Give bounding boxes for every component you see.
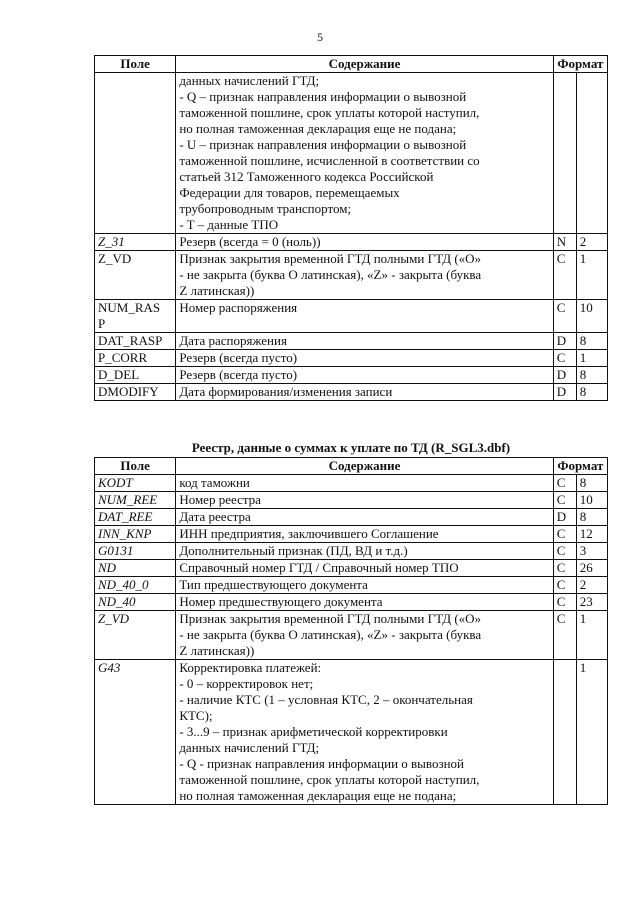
text-line: Номер предшествующего документа <box>179 594 383 609</box>
length-cell: 8 <box>576 475 607 492</box>
table-row <box>95 251 608 300</box>
type-cell: C <box>553 577 576 594</box>
content-cell <box>176 492 553 509</box>
type-cell: C <box>553 492 576 509</box>
text-line: данных начислений ГТД; <box>179 740 320 755</box>
table-row <box>95 526 608 543</box>
text-line: трубопроводным транспортом; <box>179 201 352 216</box>
registry-fields-table <box>94 457 608 805</box>
length-cell: 3 <box>576 543 607 560</box>
content-cell <box>176 251 553 300</box>
type-cell: C <box>553 594 576 611</box>
table-row <box>95 350 608 367</box>
text-line: P <box>98 316 106 331</box>
text-line: КТС); <box>179 708 213 723</box>
text-line: - не закрыта (буква O латинская), «Z» - закрыта (буква <box>179 627 482 642</box>
text-line: - Q - признак направления информации о вывозной <box>179 756 464 771</box>
table-row <box>95 509 608 526</box>
text-line: Справочный номер ГТД / Справочный номер ТПО <box>179 560 459 575</box>
type-cell: C <box>553 251 576 300</box>
text-line: Номер реестра <box>179 492 261 507</box>
type-cell: N <box>553 234 576 251</box>
page-number: 5 <box>317 30 323 44</box>
type-cell: C <box>553 560 576 577</box>
length-cell: 26 <box>576 560 607 577</box>
content-cell <box>176 73 553 234</box>
text-line: данных начислений ГТД; <box>179 73 320 88</box>
length-cell: 1 <box>576 611 607 660</box>
content-cell <box>176 560 553 577</box>
text-line: таможенной пошлине, срок уплаты которой наступил, <box>179 105 480 120</box>
table-row <box>95 543 608 560</box>
field-cell: ND_40_0 <box>95 577 176 594</box>
field-cell: ND <box>95 560 176 577</box>
content-cell <box>176 577 553 594</box>
content-cell <box>176 475 553 492</box>
fields-table-continued <box>94 55 608 401</box>
content-cell <box>176 611 553 660</box>
text-line: таможенной пошлине, исчисленной в соответствии со <box>179 153 480 168</box>
header-field: Поле <box>95 56 176 73</box>
text-line: Z латинская)) <box>179 283 255 298</box>
field-cell: DMODIFY <box>95 384 176 401</box>
length-cell: 2 <box>576 234 607 251</box>
text-line: Резерв (всегда = 0 (ноль)) <box>179 234 321 249</box>
length-cell: 10 <box>576 492 607 509</box>
content-cell <box>176 509 553 526</box>
type-cell: C <box>553 543 576 560</box>
text-line: Дата реестра <box>179 509 251 524</box>
field-cell: INN_KNP <box>95 526 176 543</box>
text-line: NUM_RAS <box>98 300 161 315</box>
table-header-row <box>95 56 608 73</box>
type-cell <box>553 660 576 805</box>
length-cell: 8 <box>576 367 607 384</box>
text-line: Признак закрытия временной ГТД полными ГТД («O» <box>179 611 482 626</box>
content-cell <box>176 234 553 251</box>
field-cell: G0131 <box>95 543 176 560</box>
type-cell: D <box>553 384 576 401</box>
length-cell: 10 <box>576 300 607 333</box>
length-cell: 23 <box>576 594 607 611</box>
type-cell: C <box>553 611 576 660</box>
field-cell <box>95 73 176 234</box>
text-line: Федерации для товаров, перемещаемых <box>179 185 400 200</box>
field-cell: DAT_RASP <box>95 333 176 350</box>
length-cell: 1 <box>576 251 607 300</box>
type-cell <box>553 73 576 234</box>
table-row <box>95 300 608 333</box>
table-header-row <box>95 458 608 475</box>
text-line: но полная таможенная декларация еще не подана; <box>179 121 457 136</box>
text-line: - U – признак направления информации о вывозной <box>179 137 467 152</box>
text-line: таможенной пошлине, срок уплаты которой наступил, <box>179 772 480 787</box>
content-cell <box>176 333 553 350</box>
type-cell: C <box>553 475 576 492</box>
length-cell: 8 <box>576 384 607 401</box>
content-cell <box>176 543 553 560</box>
text-line: Номер распоряжения <box>179 300 298 315</box>
table-row <box>95 611 608 660</box>
text-line: Признак закрытия временной ГТД полными ГТД («O» <box>179 251 482 266</box>
header-content: Содержание <box>176 56 553 73</box>
type-cell: D <box>553 509 576 526</box>
field-cell: G43 <box>95 660 176 805</box>
text-line: - не закрыта (буква O латинская), «Z» - закрыта (буква <box>179 267 482 282</box>
text-line: Тип предшествующего документа <box>179 577 368 592</box>
field-cell: D_DEL <box>95 367 176 384</box>
table-row <box>95 475 608 492</box>
length-cell: 2 <box>576 577 607 594</box>
text-line: Резерв (всегда пусто) <box>179 350 298 365</box>
type-cell: C <box>553 300 576 333</box>
header-format: Формат <box>553 458 607 475</box>
field-cell: DAT_REE <box>95 509 176 526</box>
text-line: код таможни <box>179 475 250 490</box>
table-row <box>95 492 608 509</box>
section-title: Реестр, данные о суммах к уплате по ТД (R_SGL3.dbf) <box>191 440 511 455</box>
type-cell: D <box>553 367 576 384</box>
field-cell: Z_VD <box>95 611 176 660</box>
content-cell <box>176 526 553 543</box>
length-cell: 12 <box>576 526 607 543</box>
table-row <box>95 384 608 401</box>
content-cell <box>176 660 553 805</box>
table-row <box>95 577 608 594</box>
table-row <box>95 333 608 350</box>
table-row <box>95 660 608 805</box>
type-cell: D <box>553 333 576 350</box>
text-line: - T – данные ТПО <box>179 217 279 232</box>
text-line: - Q – признак направления информации о вывозной <box>179 89 467 104</box>
field-cell: ND_40 <box>95 594 176 611</box>
field-cell <box>95 300 176 333</box>
content-cell <box>176 367 553 384</box>
length-cell: 1 <box>576 350 607 367</box>
text-line: Z латинская)) <box>179 643 255 658</box>
content-cell <box>176 300 553 333</box>
field-cell: NUM_REE <box>95 492 176 509</box>
length-cell: 1 <box>576 660 607 805</box>
field-cell: Z_VD <box>95 251 176 300</box>
field-cell: Z_31 <box>95 234 176 251</box>
length-cell: 8 <box>576 333 607 350</box>
text-line: статьей 312 Таможенного кодекса Российской <box>179 169 434 184</box>
header-field: Поле <box>95 458 176 475</box>
text-line: - наличие КТС (1 – условная КТС, 2 – окончательная <box>179 692 473 707</box>
table-row <box>95 594 608 611</box>
table-row <box>95 367 608 384</box>
type-cell: C <box>553 350 576 367</box>
table-row-continued <box>95 73 608 234</box>
field-cell: P_CORR <box>95 350 176 367</box>
text-line: Корректировка платежей: <box>179 660 322 675</box>
text-line: Дополнительный признак (ПД, ВД и т.д.) <box>179 543 408 558</box>
type-cell: C <box>553 526 576 543</box>
text-line: - 3...9 – признак арифметической корректировки <box>179 724 448 739</box>
table-row <box>95 234 608 251</box>
content-cell <box>176 384 553 401</box>
text-line: Дата формирования/изменения записи <box>179 384 393 399</box>
length-cell <box>576 73 607 234</box>
table-row <box>95 560 608 577</box>
header-format: Формат <box>553 56 607 73</box>
text-line: - 0 – корректировок нет; <box>179 676 314 691</box>
length-cell: 8 <box>576 509 607 526</box>
field-cell: KODT <box>95 475 176 492</box>
header-content: Содержание <box>176 458 553 475</box>
text-line: Резерв (всегда пусто) <box>179 367 298 382</box>
content-cell <box>176 594 553 611</box>
content-cell <box>176 350 553 367</box>
text-line: но полная таможенная декларация еще не подана; <box>179 788 457 803</box>
text-line: ИНН предприятия, заключившего Соглашение <box>179 526 439 541</box>
text-line: Дата распоряжения <box>179 333 287 348</box>
